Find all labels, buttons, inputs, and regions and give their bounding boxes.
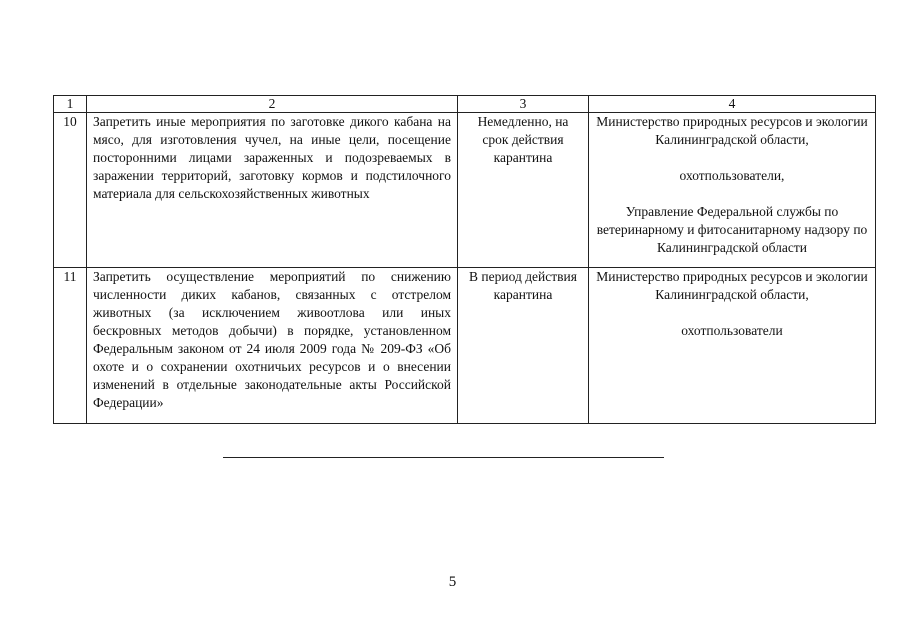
row-number: 11 xyxy=(54,268,87,424)
responsible-line: Министерство природных ресурсов и экологии Калининградской области, xyxy=(596,269,868,302)
separator-line xyxy=(223,457,664,458)
responsible-cell xyxy=(589,113,876,268)
measures-table xyxy=(53,95,876,424)
header-col-1: 1 xyxy=(54,96,87,113)
term-text: В период действия карантина xyxy=(458,268,589,424)
table-header-row xyxy=(54,96,876,113)
page-number: 5 xyxy=(448,574,457,590)
responsible-line: Министерство природных ресурсов и экологии Калининградской области, xyxy=(596,114,868,147)
responsible-cell xyxy=(589,268,876,424)
header-col-3: 3 xyxy=(458,96,589,113)
table-row xyxy=(54,113,876,268)
measure-text: Запретить иные мероприятия по заготовке дикого кабана на мясо, для изготовления чучел, на иные цели, посещение посторонними лицами зараженных и подозреваемых в заражении территорий, заготовку кормов и подстилочного материала для сельскохозяйственных животных xyxy=(87,113,458,268)
responsible-line: охотпользователи xyxy=(681,323,783,338)
header-col-2: 2 xyxy=(87,96,458,113)
table-row xyxy=(54,268,876,424)
responsible-line: охотпользователи, xyxy=(679,168,785,183)
row-number: 10 xyxy=(54,113,87,268)
term-text: Немедленно, на срок действия карантина xyxy=(458,113,589,268)
measure-text: Запретить осуществление мероприятий по снижению численности диких кабанов, связанных с отстрелом животных (за исключением живоотлова или иных бескровных методов добычи) в порядке, установленном Федеральным законом от 24 июля 2009 года № 209-ФЗ «Об охоте и о сохранении охотничьих ресурсов и о внесении изменений в отдельные законодательные акты Российской Федерации» xyxy=(87,268,458,424)
header-col-4: 4 xyxy=(589,96,876,113)
responsible-line: Управление Федеральной службы по ветеринарному и фитосанитарному надзору по Калининградской области xyxy=(596,204,868,255)
